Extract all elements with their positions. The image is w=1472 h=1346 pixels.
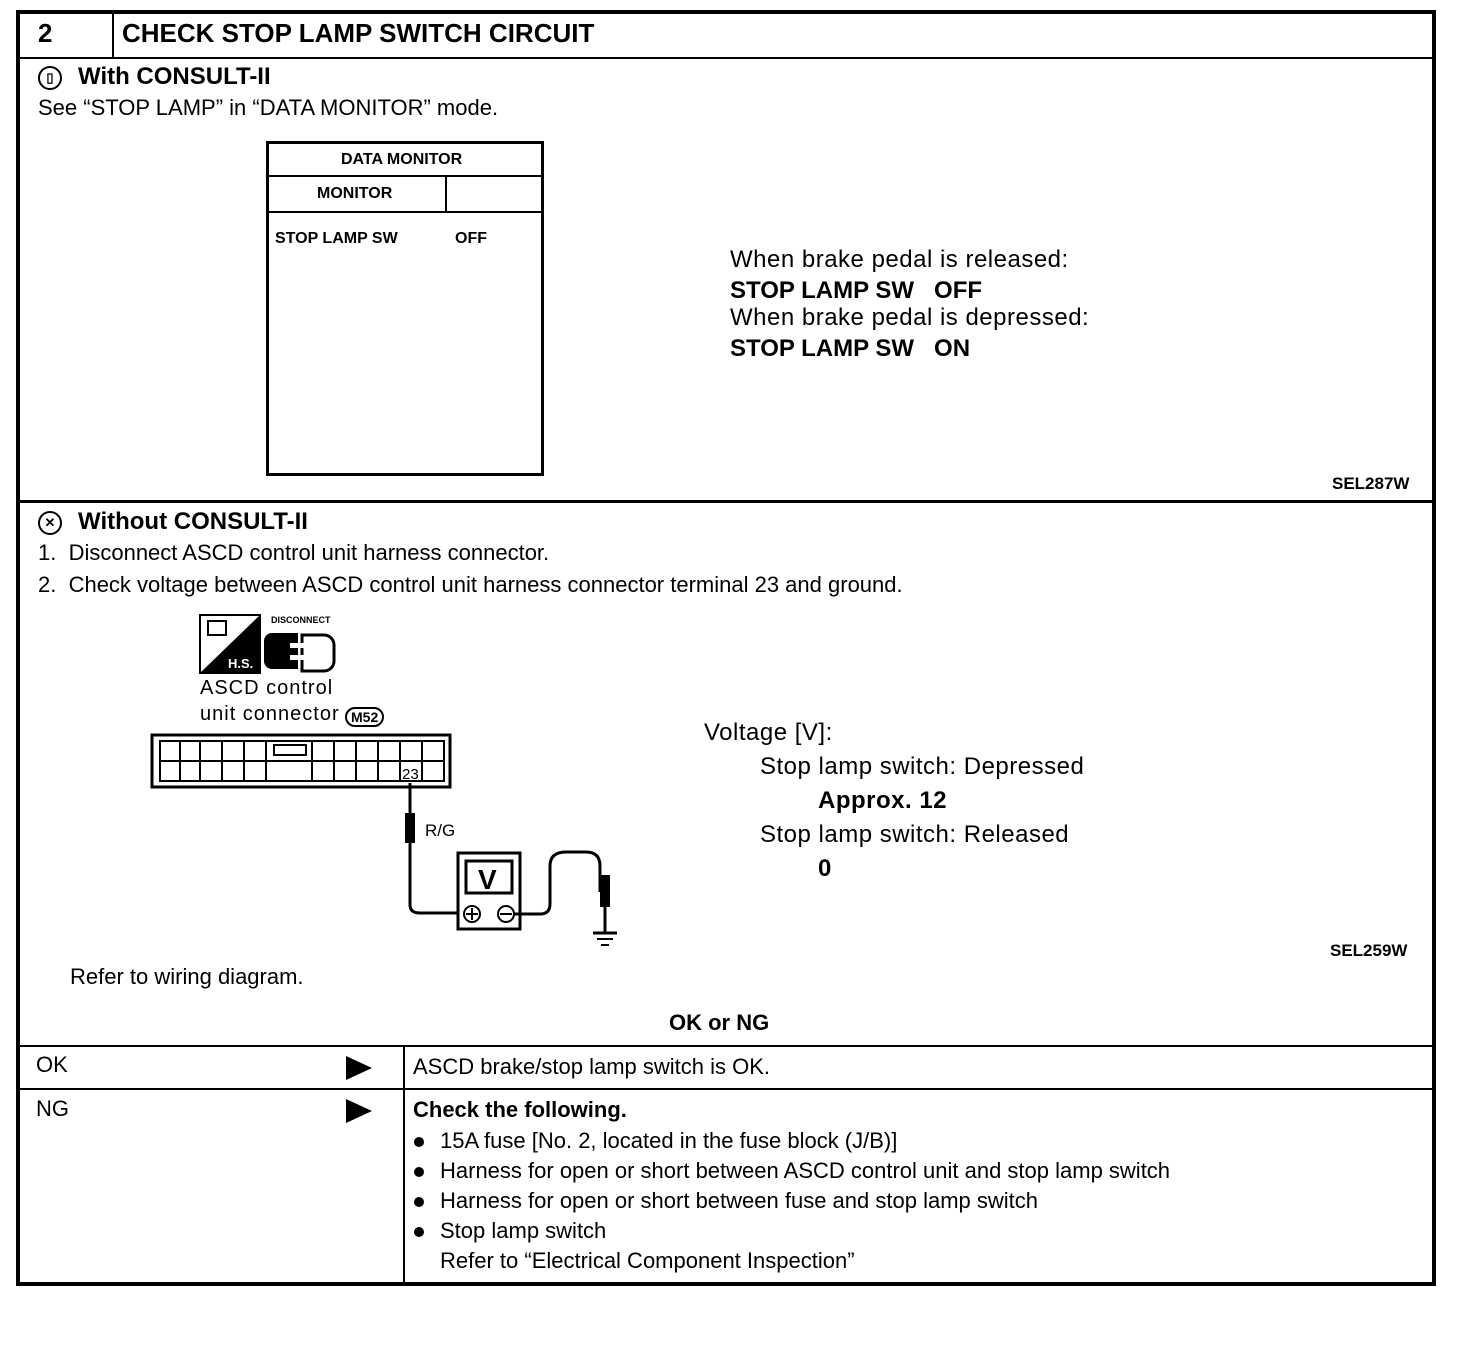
figure-code-no-consult: SEL259W [1330, 941, 1408, 960]
monitor-column-rule [445, 175, 447, 212]
ng-item-fuse: 15A fuse [No. 2, located in the fuse block (J/B)] [440, 1128, 898, 1153]
consult-icon: ▯ [38, 66, 62, 90]
bullet-icon [414, 1167, 424, 1177]
ok-label: OK [36, 1052, 68, 1077]
voltmeter [458, 853, 520, 929]
ok-or-ng-question: OK or NG [669, 1010, 770, 1035]
connector-label-line1: ASCD control [200, 677, 334, 699]
ok-arrow-icon [346, 1056, 372, 1080]
with-consult-instruction: See “STOP LAMP” in “DATA MONITOR” mode. [38, 95, 499, 120]
monitor-item-name: STOP LAMP SW [275, 230, 398, 247]
ng-item-harness-fuse: Harness for open or short between fuse and stop lamp switch [440, 1188, 1038, 1213]
result-top-rule [16, 1045, 1436, 1047]
svg-text:V: V [478, 864, 497, 895]
header-divider [112, 10, 114, 58]
monitor-title-rule [269, 175, 541, 177]
step-number: 2 [38, 18, 53, 48]
bullet-icon [414, 1227, 424, 1237]
connector-id-badge: M52 [345, 707, 384, 727]
result-column-rule [403, 1045, 405, 1283]
bullet-icon [414, 1137, 424, 1147]
monitor-column-header: MONITOR [317, 185, 393, 202]
ng-heading: Check the following. [413, 1097, 627, 1122]
step-check-voltage: 2. Check voltage between ASCD control unit harness connector terminal 23 and ground. [38, 572, 903, 597]
refer-wiring-diagram: Refer to wiring diagram. [70, 964, 304, 989]
svg-text:23: 23 [402, 766, 419, 783]
note-released-value: STOP LAMP SW OFF [730, 277, 983, 304]
bullet-icon [414, 1197, 424, 1207]
svg-text:R/G: R/G [425, 821, 456, 840]
figure-code-consult: SEL287W [1332, 474, 1410, 493]
ng-item-switch: Stop lamp switch [440, 1218, 607, 1243]
monitor-item-value: OFF [455, 230, 487, 247]
ascd-connector [152, 735, 450, 787]
result-mid-rule [16, 1088, 1436, 1090]
note-depressed-value: STOP LAMP SW ON [730, 335, 971, 362]
step-disconnect: 1. Disconnect ASCD control unit harness connector. [38, 540, 550, 565]
voltage-check-diagram [140, 605, 640, 955]
connector-label-line2: unit connector [200, 703, 340, 725]
header-bottom-rule [16, 57, 1436, 59]
data-monitor-screen [266, 141, 544, 476]
no-consult-icon: ✕ [38, 511, 62, 535]
note-depressed: When brake pedal is depressed: [730, 304, 1090, 331]
with-consult-heading: With CONSULT-II [78, 63, 271, 90]
voltage-title: Voltage [V]: [704, 719, 833, 746]
note-released: When brake pedal is released: [730, 246, 1069, 273]
ng-label: NG [36, 1096, 69, 1121]
voltage-released-value: 0 [818, 855, 832, 882]
monitor-header-rule [269, 211, 541, 213]
hs-icon [200, 615, 260, 673]
ng-sub-note: Refer to “Electrical Component Inspection” [440, 1248, 855, 1273]
ng-item-harness-unit: Harness for open or short between ASCD control unit and stop lamp switch [440, 1158, 1171, 1183]
ng-arrow-icon [346, 1099, 372, 1123]
svg-text:DISCONNECT: DISCONNECT [271, 615, 331, 625]
step-title: CHECK STOP LAMP SWITCH CIRCUIT [122, 18, 595, 48]
ok-result-text: ASCD brake/stop lamp switch is OK. [413, 1054, 771, 1079]
without-consult-heading: Without CONSULT-II [78, 508, 308, 535]
voltage-released-label: Stop lamp switch: Released [760, 821, 1070, 848]
voltage-depressed-value: Approx. 12 [818, 787, 948, 814]
monitor-title: DATA MONITOR [341, 151, 463, 168]
section-divider [16, 500, 1436, 503]
svg-text:H.S.: H.S. [228, 656, 254, 671]
voltage-depressed-label: Stop lamp switch: Depressed [760, 753, 1085, 780]
disconnect-icon [264, 615, 334, 671]
